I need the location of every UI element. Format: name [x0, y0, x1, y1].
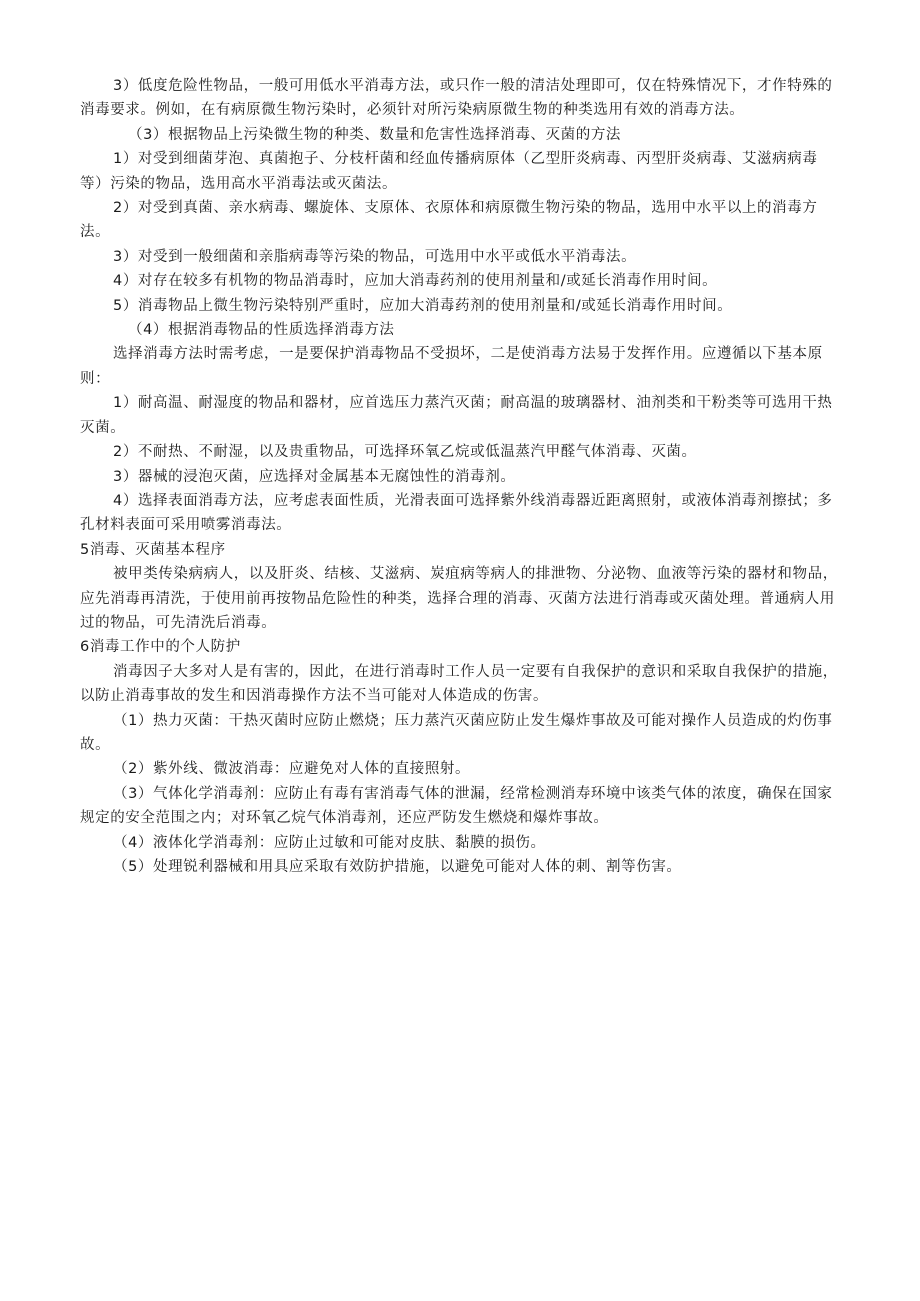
paragraph: 2）对受到真菌、亲水病毒、螺旋体、支原体、衣原体和病原微生物污染的物品，选用中水平以上的消毒方法。 — [80, 200, 818, 241]
paragraph: （3）气体化学消毒剂：应防止有毒有害消毒气体的泄漏，经常检测消寿环境中该类气体的浓度，确保在国家规定的安全范围之内；对环氧乙烷气体消毒剂，还应严防发生燃烧和爆炸事故。 — [80, 785, 833, 827]
section-heading: 6消毒工作中的个人防护 — [80, 639, 241, 656]
paragraph: 1）耐高温、耐湿度的物品和器材，应首选压力蒸汽灭菌；耐高温的玻璃器材、油剂类和干粉类等可选用干热灭菌。 — [80, 395, 833, 436]
paragraph: 1）对受到细菌芽泡、真菌抱子、分枝杆菌和经血传播病原体（乙型肝炎病毒、丙型肝炎病毒、艾滋病病毒等）污染的物品，选用高水平消毒法或灭菌法。 — [80, 151, 818, 192]
paragraph: 消毒因子大多对人是有害的，因此，在进行消毒时工作人员一定要有自我保护的意识和采取自我保护的措施，以防止消毒事故的发生和因消毒操作方法不当可能对人体造成的伤害。 — [80, 663, 838, 705]
paragraph: （5）处理锐利器械和用具应采取有效防护措施，以避免可能对人体的刺、割等伤害。 — [113, 859, 682, 875]
paragraph: 4）选择表面消毒方法，应考虑表面性质，光滑表面可选择紫外线消毒器近距离照射，或液体消毒剂擦拭；多孔材料表面可采用喷雾消毒法。 — [80, 492, 833, 534]
paragraph: （1）热力灭菌：干热灭菌时应防止燃烧；压力蒸汽灭菌应防止发生爆炸事故及可能对操作人员造成的灼伤事故。 — [80, 712, 833, 753]
subsection-heading: （3）根据物品上污染微生物的种类、数量和危害性选择消毒、灭菌的方法 — [128, 126, 622, 143]
paragraph: 3）低度危险性物品，一般可用低水平消毒方法，或只作一般的清洁处理即可，仅在特殊情况下，才作特殊的消毒要求。例如，在有病原微生物污染时，必须针对所污染病原微生物的种类选用有效的消毒方法。 — [80, 78, 833, 119]
document-body — [80, 74, 840, 879]
paragraph: 4）对存在较多有机物的物品消毒时，应加大消毒药剂的使用剂量和/或延长消毒作用时间。 — [113, 273, 718, 290]
section-heading: 5消毒、灭菌基本程序 — [80, 541, 226, 558]
paragraph: 被甲类传染病病人，以及肝炎、结核、艾滋病、炭疽病等病人的排泄物、分泌物、血液等污染的器材和物品，应先消毒再清洗，于使用前再按物品危险性的种类，选择合理的消毒、灭菌方法进行消毒或灭菌处理。普通病人用过的物品，可先清洗后消毒。 — [80, 566, 838, 631]
paragraph: 3）器械的浸泡灭菌，应选择对金属基本无腐蚀性的消毒剂。 — [113, 468, 516, 485]
paragraph: 选择消毒方法时需考虑，一是要保护消毒物品不受损坏，二是使消毒方法易于发挥作用。应遵循以下基本原则： — [80, 346, 823, 387]
subsection-heading: （4）根据消毒物品的性质选择消毒方法 — [128, 322, 395, 339]
paragraph: 2）不耐热、不耐湿，以及贵重物品，可选择环氧乙烷或低温蒸汽甲醛气体消毒、灭菌。 — [113, 444, 697, 461]
paragraph: 3）对受到一般细菌和亲脂病毒等污染的物品，可选用中水平或低水平消毒法。 — [113, 248, 637, 265]
paragraph: （4）液体化学消毒剂：应防止过敏和可能对皮肤、黏膜的损伤。 — [113, 834, 546, 851]
paragraph: 5）消毒物品上微生物污染特别严重时，应加大消毒药剂的使用剂量和/或延长消毒作用时间。 — [113, 297, 733, 314]
paragraph: （2）紫外线、微波消毒：应避免对人体的直接照射。 — [113, 761, 471, 778]
